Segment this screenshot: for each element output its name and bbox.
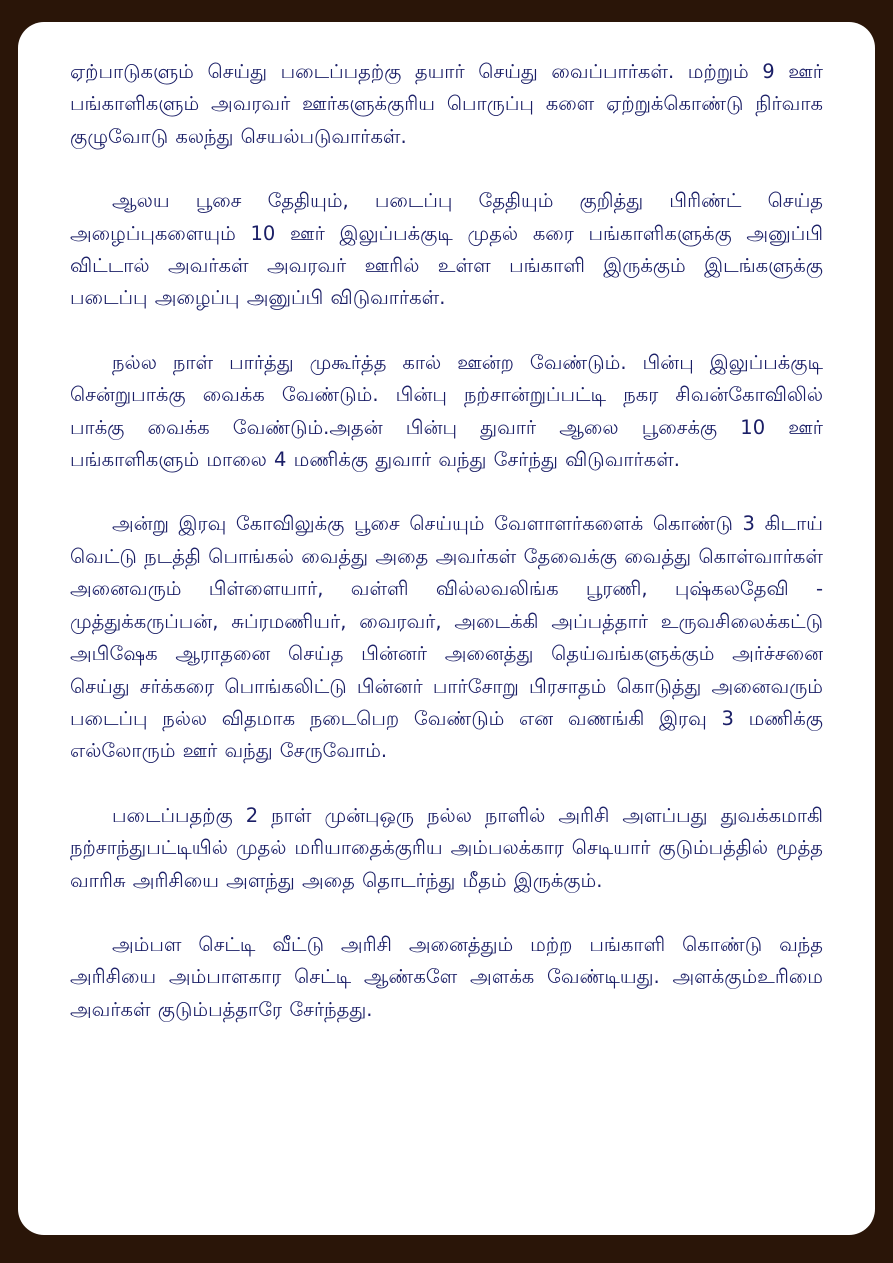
paragraph-1: ஏற்பாடுகளும் செய்து படைப்பதற்கு தயார் செய்து வைப்பார்கள். மற்றும் 9 ஊர் பங்காளிகளும் அவரவர் ஊர்களுக்குரிய பொருப்பு களை ஏற்றுக்கொண்டு நிர்வாக குழுவோடு கலந்து செயல்படுவார்கள். <box>70 60 823 148</box>
page-card <box>18 22 875 1235</box>
paragraph-5: படைப்பதற்கு 2 நாள் முன்புஒரு நல்ல நாளில் அரிசி அளப்பது துவக்கமாகி நற்சாந்துபட்டியில் முதல் மரியாதைக்குரிய அம்பலக்கார செடியார் குடும்பத்தில் மூத்த வாரிசு அரிசியை அளந்து அதை தொடர்ந்து மீதம் இருக்கும். <box>70 803 823 892</box>
paragraph-6: அம்பள செட்டி வீட்டு அரிசி அனைத்தும் மற்ற பங்காளி கொண்டு வந்த அரிசியை அம்பாளகார செட்டி ஆண்களே அளக்க வேண்டியது. அளக்கும்உரிமை அவர்கள் குடும்பத்தாரே சேர்ந்தது. <box>70 932 823 1021</box>
paragraph-4: அன்று இரவு கோவிலுக்கு பூசை செய்யும் வேளாளர்களைக் கொண்டு 3 கிடாய் வெட்டு நடத்தி பொங்கல் வைத்து அதை அவர்கள் தேவைக்கு வைத்து கொள்வார்கள் அனைவரும் பிள்ளையார், வள்ளி வில்லவலிங்க பூரணி, புஷ்கலதேவி - முத்துக்கருப்பன், சுப்ரமணியர், வைரவர், அடைக்கி அப்பத்தார் உருவசிலைக்கட்டு அபிஷேக ஆராதனை செய்த பின்னர் அனைத்து தெய்வங்களுக்கும் அர்ச்சனை செய்து சர்க்கரை பொங்கலிட்டு பின்னர் பார்சோறு பிரசாதம் கொடுத்து அனைவரும் படைப்பு நல்ல விதமாக நடைபெற வேண்டும் என வணங்கி இரவு 3 மணிக்கு எல்லோரும் ஊர் வந்து சேருவோம். <box>70 512 823 763</box>
paragraph-3: நல்ல நாள் பார்த்து முகூர்த்த கால் ஊன்ற வேண்டும். பின்பு இலுப்பக்குடி சென்றுபாக்கு வைக்க வேண்டும். பின்பு நற்சான்றுப்பட்டி நகர சிவன்கோவிலில் பாக்கு வைக்க வேண்டும்.அதன் பின்பு துவார் ஆலை பூசைக்கு 10 ஊர் பங்காளிகளும் மாலை 4 மணிக்கு துவார் வந்து சேர்ந்து விடுவார்கள். <box>70 350 823 472</box>
paragraph-2: ஆலய பூசை தேதியும், படைப்பு தேதியும் குறித்து பிரிண்ட் செய்த அழைப்புகளையும் 10 ஊர் இலுப்பக்குடி முதல் கரை பங்காளிகளுக்கு அனுப்பி விட்டால் அவர்கள் அவரவர் ஊரில் உள்ள பங்காளி இருக்கும் இடங்களுக்கு படைப்பு அழைப்பு அனுப்பி விடுவார்கள். <box>70 189 823 310</box>
